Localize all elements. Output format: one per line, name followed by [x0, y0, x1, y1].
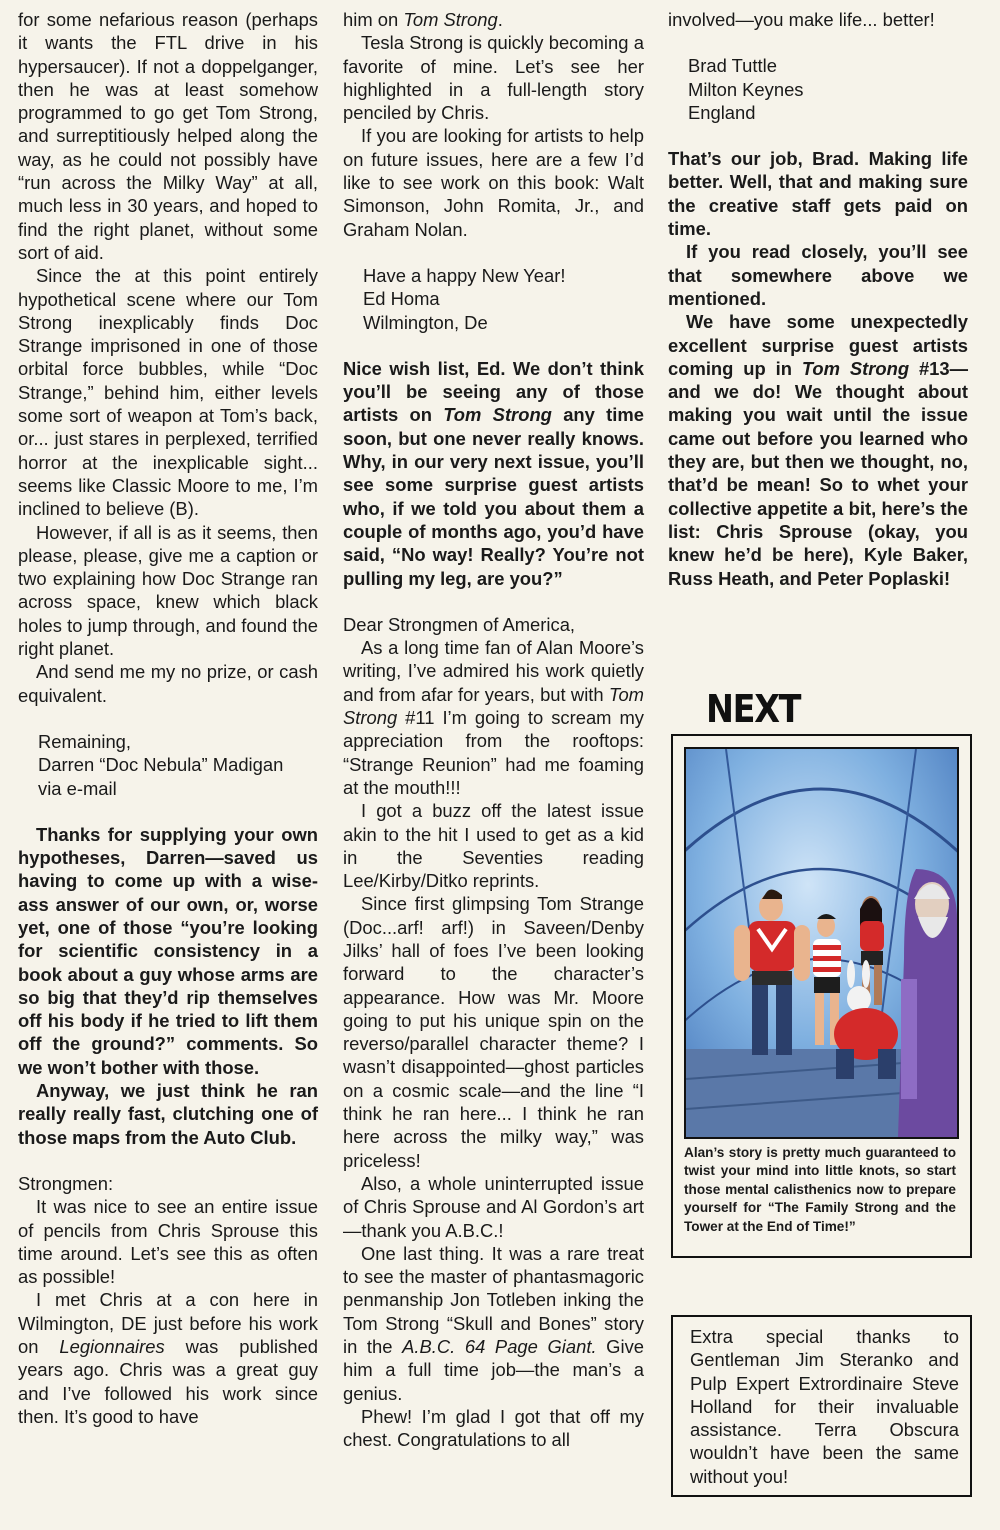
letter-3-author: Brad Tuttle: [688, 55, 777, 77]
letter-2-paragraph: It was nice to see an entire issue of pencils from Chris Sprouse this time around. Let’s see this as often as possible!: [18, 1196, 318, 1288]
letter-1-signoff: Remaining,: [38, 730, 132, 752]
letters-column-3: [668, 8, 968, 590]
letter-2-paragraph: Tesla Strong is quickly becoming a favorite of mine. Let’s see her highlighted in a full-length story penciled by Chris.: [343, 32, 644, 124]
editor-reply: If you read closely, you’ll see that somewhere above we mentioned.: [668, 241, 968, 309]
letters-column-2: [343, 8, 644, 1452]
letter-2-paragraph: him on Tom Strong.: [343, 9, 503, 30]
letter-2-author: Ed Homa: [363, 288, 440, 310]
editor-reply: We have some unexpectedly excellent surprise guest artists coming up in Tom Strong #13—and we do! We thought about making you wait until the issue came out before you learned who they are, but then we thought, no, that’d be mean! So to whet your collective appetite a bit, here’s the list: Chris Sprouse (okay, you knew he’d be here), Kyle Baker, Russ Heath, and Peter Poplaski!: [668, 311, 969, 589]
letter-1-paragraph: And send me my no prize, or cash equivalent.: [18, 661, 318, 706]
letter-1-paragraph: Since the at this point entirely hypothetical scene where our Tom Strong inexplicably finds Doc Strange imprisoned in one of those orbital force bubbles, while “Doc Strange,” behind him, either levels some sort of weapon at Tom’s back, or... just stares in perplexed, terrified horror at the inexplicable sight... seems like Classic Moore to me, I’m inclined to believe (B).: [18, 265, 318, 520]
editor-reply: That’s our job, Brad. Making life better. Well, that and making sure the creative staff gets paid on time.: [668, 148, 968, 240]
letter-3-paragraph: Since first glimpsing Tom Strange (Doc...arf! arf!) in Saveen/Denby Jilks’ hall of foes I’ve been looking forward to the character’s appearance. How was Mr. Moore going to put his unique spin on the reverso/parallel character theme? I wasn’t disappointed—ghost particles on a cosmic scale—and the line “I think he ran here... I think he ran here across the milky way,” was priceless!: [343, 893, 644, 1171]
letter-1-paragraph: for some nefarious reason (perhaps it wants the FTL drive in his hypersaucer). If not a doppelganger, then he was at least somehow programmed to go get Tom Strong, and surreptitiously helped along the way, as he could not possibly have “run across the Milky Way” at all, much less in 30 years, and hoped to find the right planet, without some sort of aid.: [18, 9, 318, 263]
letter-3-paragraph: Phew! I’m glad I got that off my chest. Congratulations to all: [343, 1405, 644, 1451]
thanks-box: Extra special thanks to Gentleman Jim Steranko and Pulp Expert Extrordinaire Steve Holland for their invaluable assistance. Terra Obscura wouldn’t have been the same without you!: [671, 1315, 972, 1497]
letter-2-paragraph: I met Chris at a con here in Wilmington, DE just before his work on Legionnaires was published years ago. Chris was a great guy and I’ve followed his work since then. It’s good to have: [18, 1289, 318, 1427]
letter-3-salutation: Dear Strongmen of America,: [343, 613, 576, 635]
letter-3-paragraph: involved—you make life... better!: [668, 9, 935, 30]
next-issue-box: [671, 734, 972, 1258]
letter-3-paragraph: I got a buzz off the latest issue akin to the hit I used to get as a kid in the Seventies reading Lee/Kirby/Ditko reprints.: [343, 800, 644, 892]
editor-reply: Nice wish list, Ed. We don’t think you’ll be seeing any of those artists on Tom Strong any time soon, but one never really knows. Why, in our very next issue, you’ll see some surprise guest artists who, if we told you about them a couple of months ago, you’d have said, “No way! Really? You’re not pulling my leg, are you?”: [343, 357, 644, 589]
letter-3-country: England: [688, 101, 756, 123]
letter-3-paragraph: Also, a whole uninterrupted issue of Chris Sprouse and Al Gordon’s art—thank you A.B.C.!: [343, 1172, 644, 1241]
letter-1-paragraph: However, if all is as it seems, then please, please, give me a caption or two explaining how Doc Strange ran across space, knew which black holes to jump through, and found the right planet.: [18, 521, 318, 660]
next-issue-heading: NEXT: [706, 687, 801, 731]
letter-2-paragraph: If you are looking for artists to help on future issues, here are a few I’d like to see work on this book: Walt Simonson, John Romita, Jr., and Graham Nolan.: [343, 125, 644, 240]
letter-2-salutation: Strongmen:: [18, 1172, 114, 1194]
next-issue-artwork: [684, 747, 959, 1139]
editor-reply: Thanks for supplying your own hypotheses, Darren—saved us having to come up with a wise-ass answer of our own, or, worse yet, one of those “you’re looking for scientific consistency in a book about a guy whose arms are so big that they’d rip themselves off his body if he tried to lift them off the ground?” comments. So we won’t bother with those.: [18, 823, 318, 1078]
letters-column-1: [18, 8, 318, 1428]
letter-2-signoff: Have a happy New Year!: [363, 264, 566, 286]
letter-1-author: Darren “Doc Nebula” Madigan: [38, 754, 284, 776]
letter-2-location: Wilmington, De: [363, 311, 488, 333]
letter-1-source: via e-mail: [38, 777, 117, 799]
editor-reply: Anyway, we just think he ran really really fast, clutching one of those maps from the Auto Club.: [18, 1080, 318, 1148]
next-issue-caption: Alan’s story is pretty much guaranteed to twist your mind into little knots, so start those mental calisthenics now to prepare yourself for “The Family Strong and the Tower at the End of Time!”: [684, 1145, 956, 1234]
letter-3-paragraph: One last thing. It was a rare treat to see the master of phantasmagoric penmanship Jon Totleben inking the Tom Strong “Skull and Bones” story in the A.B.C. 64 Page Giant. Give him a full time job—the man’s a genius.: [343, 1242, 644, 1404]
letter-3-paragraph: As a long time fan of Alan Moore’s writing, I’ve admired his work quietly and from afar for years, but with Tom Strong #11 I’m going to scream my appreciation from the rooftops: “Strange Reunion” had me foaming at the mouth!!!: [343, 637, 644, 798]
letter-3-city: Milton Keynes: [688, 78, 804, 100]
